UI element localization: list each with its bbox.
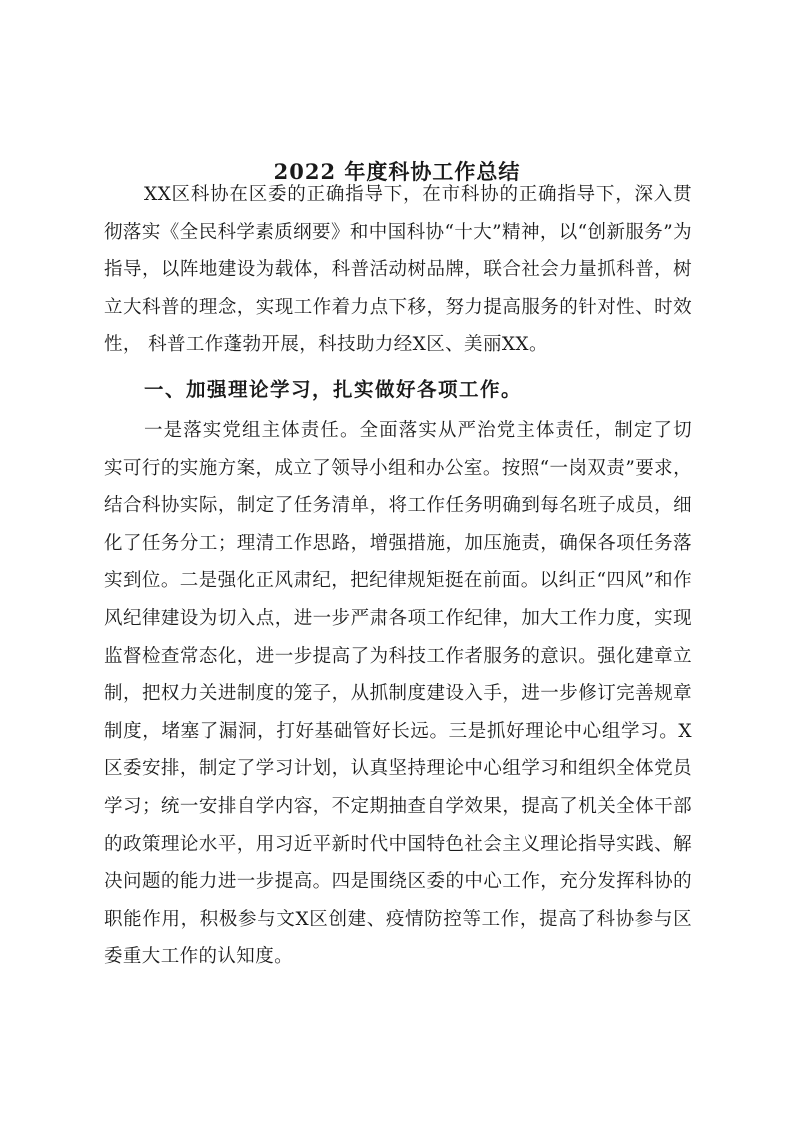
document-title: 2022 年度科协工作总结	[273, 159, 521, 185]
document-body	[104, 176, 692, 976]
section-paragraph: 一是落实党组主体责任。全面落实从严治党主体责任，制定了切实可行的实施方案，成立了领导小组和办公室。按照“一岗双责”要求，结合科协实际，制定了任务清单，将工作任务明确到每名班子成员，细化了任务分工；理清工作思路，增强措施，加压施责，确保各项任务落实到位。二是强化正风肃纪，把纪律规矩挺在前面。以纠正“四风”和作风纪律建设为切入点，进一步严肃各项工作纪律，加大工作力度，实现监督检查常态化，进一步提高了为科技工作者服务的意识。强化建章立制，把权力关进制度的笼子，从抓制度建设入手，进一步修订完善规章制度，堵塞了漏洞，打好基础管好长远。三是抓好理论中心组学习。X区委安排，制定了学习计划，认真坚持理论中心组学习和组织全体党员学习；统一安排自学内容，不定期抽查自学效果，提高了机关全体干部的政策理论水平，用习近平新时代中国特色社会主义理论指导实践、解决问题的能力进一步提高。四是围绕区委的中心工作，充分发挥科协的职能作用，积极参与文X区创建、疫情防控等工作，提高了科协参与区委重大工作的认知度。	[104, 419, 692, 968]
intro-paragraph: XX区科协在区委的正确指导下，在市科协的正确指导下，深入贯彻落实《全民科学素质纲要》和中国科协“十大”精神，以“创新服务”为指导，以阵地建设为载体，科普活动树品牌，联合社会力量抓科普，树立大科普的理念，实现工作着力点下移，努力提高服务的针对性、时效性， 科普工作蓬勃开展，科技助力经X区、美丽XX。	[104, 184, 692, 356]
section-heading: 一、加强理论学习，扎实做好各项工作。	[144, 377, 523, 401]
